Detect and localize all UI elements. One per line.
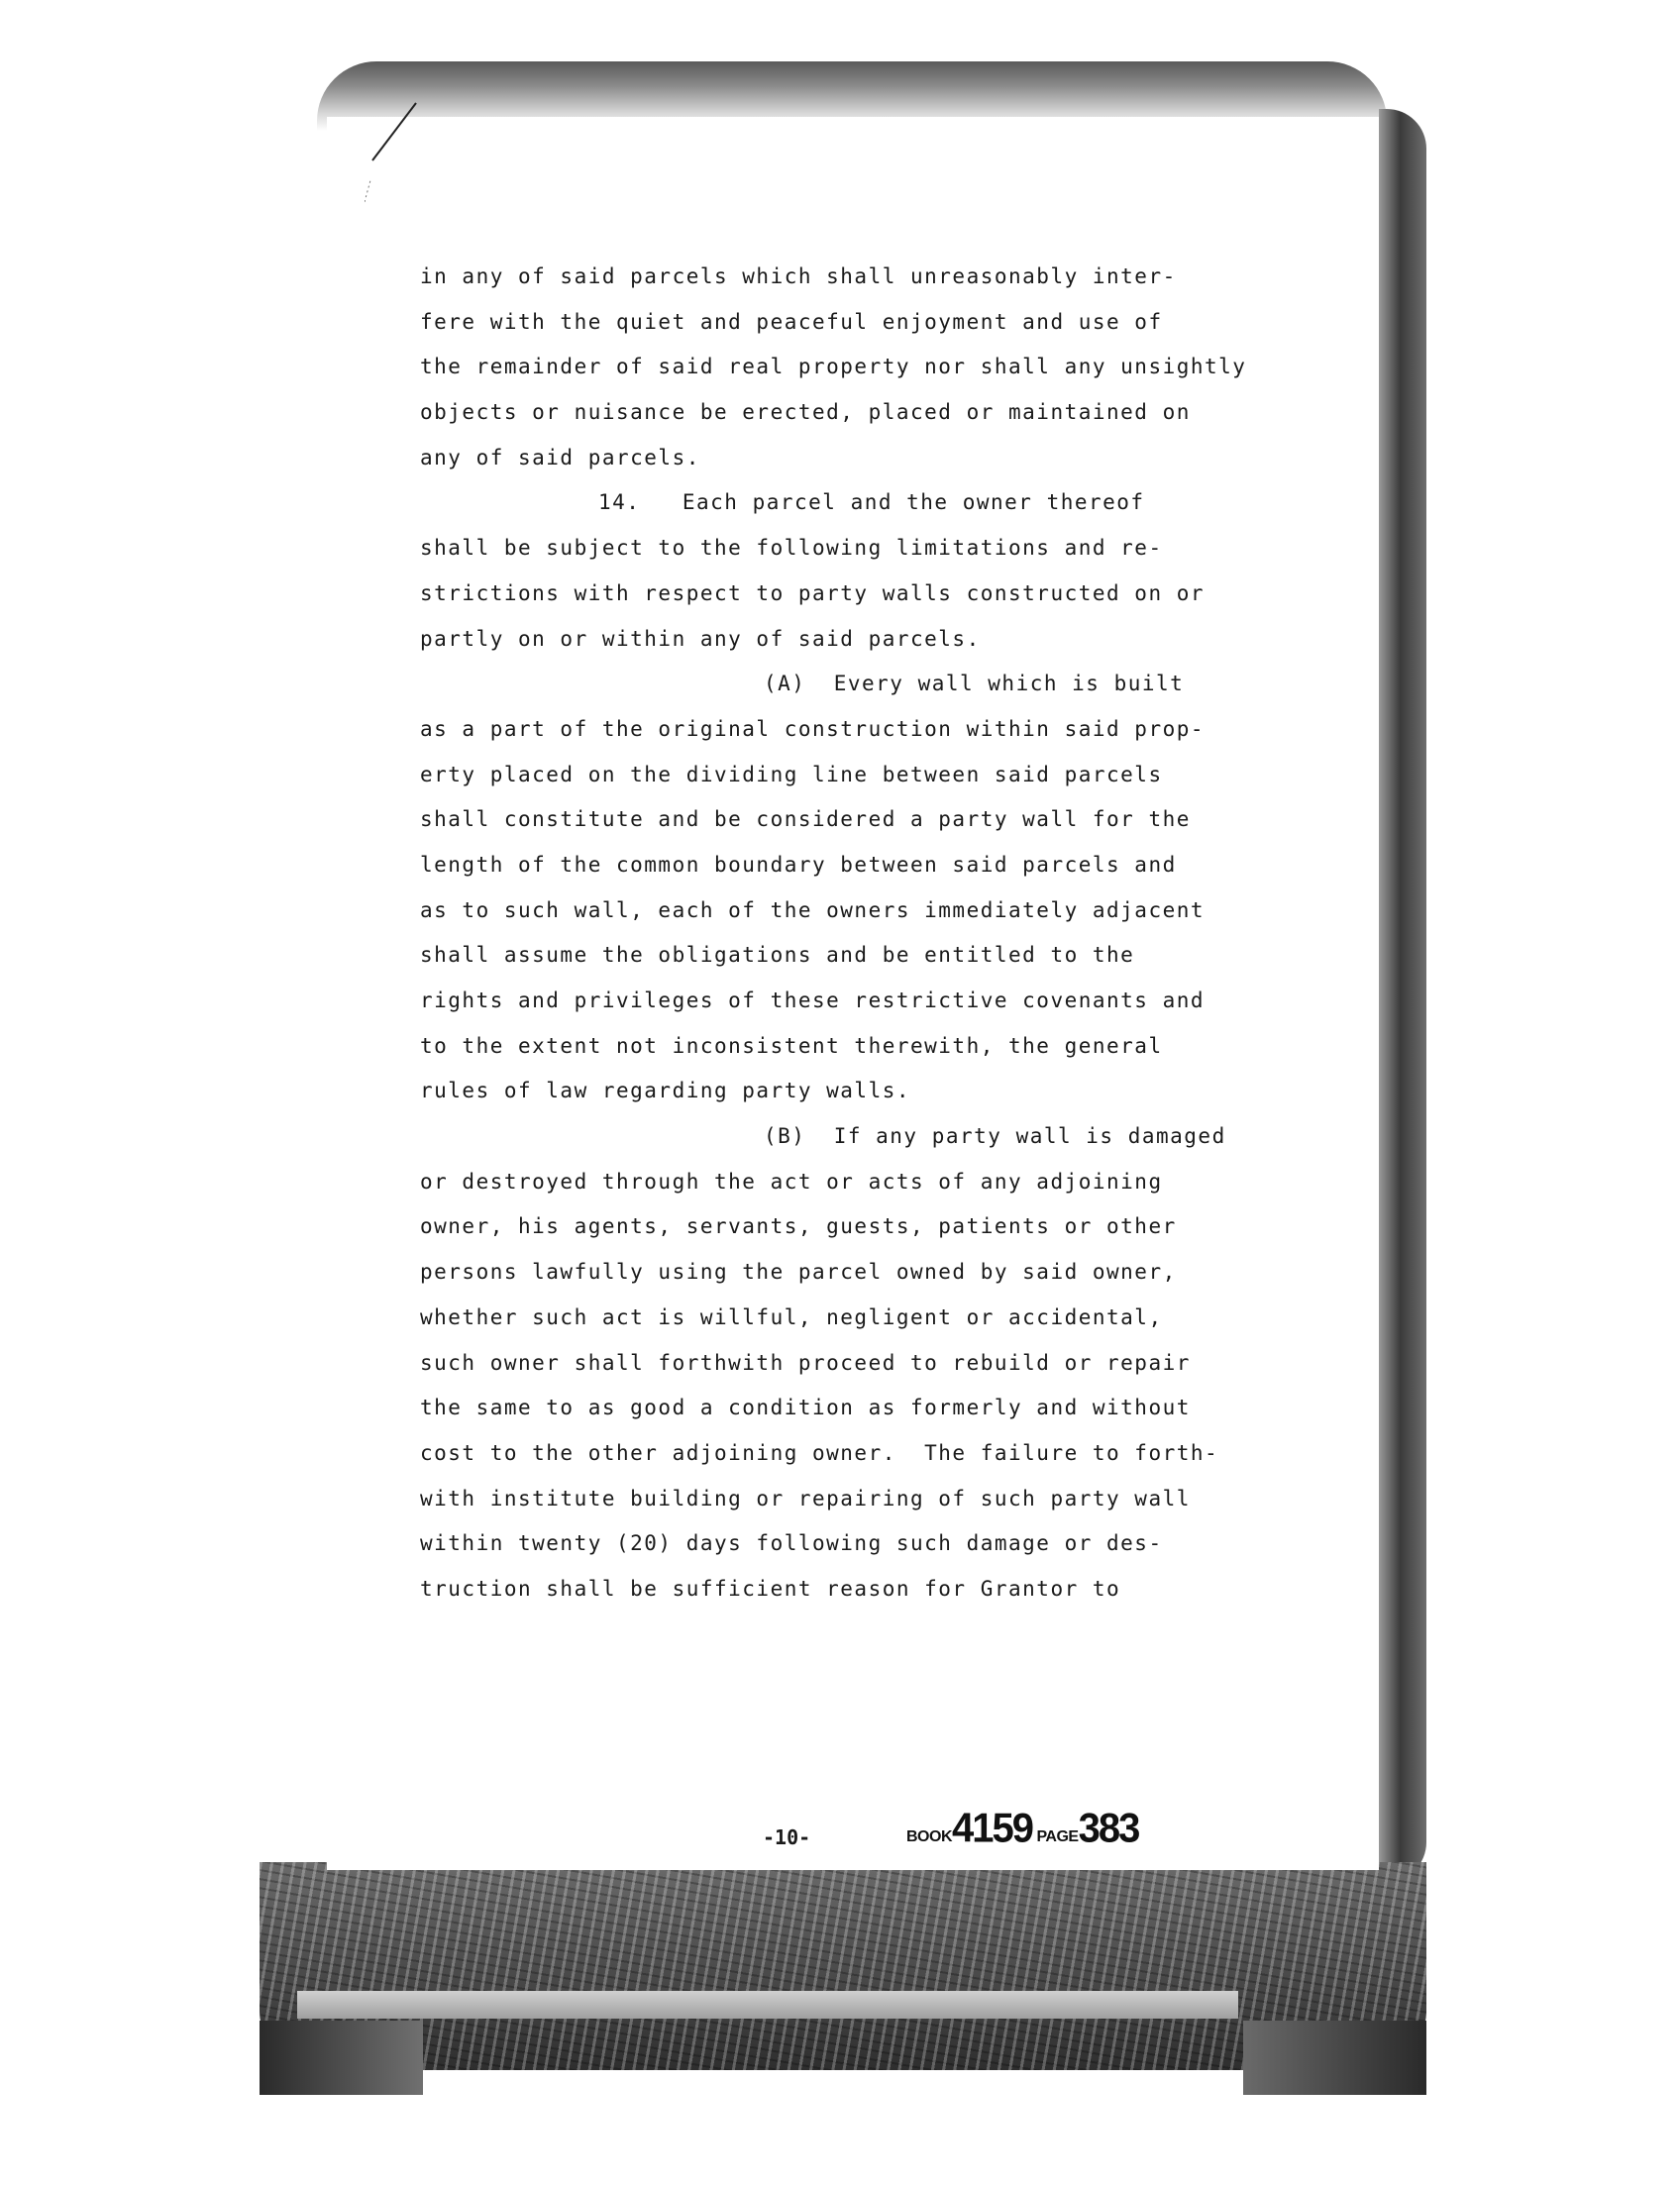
- text-line: the remainder of said real property nor shall any unsightly: [420, 355, 1247, 379]
- scan-shadow-right: [1379, 109, 1426, 1882]
- text-line: within twenty (20) days following such damage or des-: [420, 1531, 1163, 1556]
- subsection-a-heading-line: (A) Every wall which is built: [764, 672, 1185, 696]
- text-line: with institute building or repairing of such party wall: [420, 1486, 1191, 1510]
- text-line: shall constitute and be considered a party wall for the: [420, 807, 1191, 832]
- section-14-heading-line: 14. Each parcel and the owner thereof: [598, 490, 1145, 515]
- text-line: strictions with respect to party walls constructed on or: [420, 580, 1206, 605]
- text-line: owner, his agents, servants, guests, patients or other: [420, 1214, 1177, 1239]
- text-line: rules of law regarding party walls.: [420, 1079, 911, 1103]
- book-label: BOOK: [906, 1828, 952, 1845]
- text-line: partly on or within any of said parcels.: [420, 626, 981, 651]
- paper-crease-mark: [365, 99, 424, 203]
- text-line: or destroyed through the act or acts of any adjoining: [420, 1169, 1163, 1194]
- text-line: the same to as good a condition as formerly and without: [420, 1396, 1191, 1420]
- text-line: cost to the other adjoining owner. The failure to forth-: [420, 1440, 1219, 1465]
- scan-shadow-corner-left: [260, 2021, 423, 2095]
- text-line: as to such wall, each of the owners immediately adjacent: [420, 897, 1206, 922]
- text-line: length of the common boundary between said parcels and: [420, 852, 1177, 877]
- text-line: objects or nuisance be erected, placed or maintained on: [420, 400, 1191, 425]
- text-line: any of said parcels.: [420, 445, 700, 469]
- text-line: such owner shall forthwith proceed to rebuild or repair: [420, 1350, 1191, 1375]
- text-line: shall be subject to the following limitations and re-: [420, 536, 1163, 561]
- text-line: in any of said parcels which shall unreasonably inter-: [420, 264, 1177, 288]
- text-line: as a part of the original construction within said prop-: [420, 716, 1206, 741]
- text-line: truction shall be sufficient reason for Grantor to: [420, 1576, 1121, 1601]
- document-body: [420, 265, 1292, 1623]
- book-number: 4159: [952, 1805, 1032, 1852]
- text-line: shall assume the obligations and be entitled to the: [420, 943, 1135, 968]
- page-number: -10-: [763, 1825, 811, 1849]
- book-page-stamp: [906, 1807, 1138, 1851]
- page-label: PAGE: [1036, 1828, 1079, 1845]
- text-line: whether such act is willful, negligent or accidental,: [420, 1304, 1163, 1329]
- page-reference: 383: [1078, 1805, 1139, 1852]
- text-line: erty placed on the dividing line between said parcels: [420, 762, 1163, 786]
- text-line: to the extent not inconsistent therewith, the general: [420, 1033, 1163, 1058]
- subsection-b-heading-line: (B) If any party wall is damaged: [764, 1124, 1226, 1149]
- scan-shadow-bottom-band: [297, 1991, 1238, 2019]
- text-line: rights and privileges of these restrictive covenants and: [420, 989, 1206, 1012]
- scan-shadow-corner-right: [1243, 2021, 1426, 2095]
- text-line: fere with the quiet and peaceful enjoyment and use of: [420, 309, 1163, 334]
- text-line: persons lawfully using the parcel owned by said owner,: [420, 1260, 1177, 1285]
